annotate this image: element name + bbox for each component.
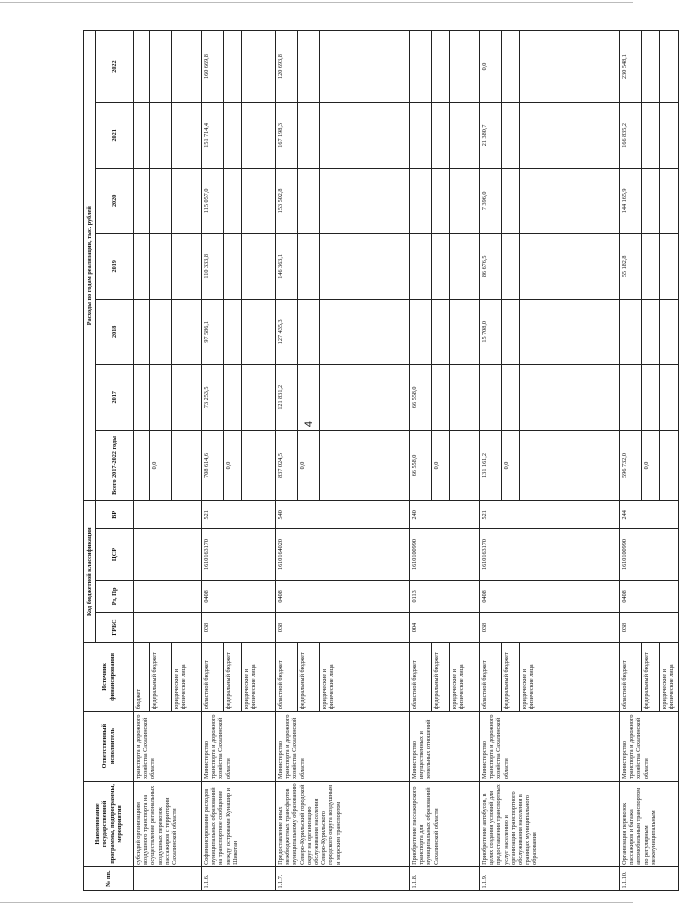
header-csr: ЦСР xyxy=(96,529,134,581)
row-source: федеральный бюджет xyxy=(432,643,450,712)
row-total xyxy=(450,430,480,501)
row-source: федеральный бюджет xyxy=(224,643,242,712)
row-total: 131 161,2 xyxy=(480,430,502,501)
header-2020: 2020 xyxy=(96,168,134,233)
row-total xyxy=(520,430,620,501)
row-y2019 xyxy=(172,234,202,299)
row-y2021 xyxy=(242,103,276,168)
row-executor: Министерство транспорта и дорожного хозяйства Сахалинской области xyxy=(480,711,620,781)
page-number: 4 xyxy=(303,420,316,428)
row-y2018 xyxy=(320,299,410,364)
row-number: 1.1.9. xyxy=(480,867,620,891)
row-y2020 xyxy=(642,168,660,233)
row-total xyxy=(242,430,276,501)
row-y2021 xyxy=(432,103,450,168)
row-y2017 xyxy=(520,365,620,430)
row-grbs: 038 xyxy=(480,613,620,643)
row-y2018 xyxy=(410,299,432,364)
header-group-codes: Код бюджетной классификации xyxy=(84,501,96,643)
row-total: 0,0 xyxy=(642,430,660,501)
row-y2021 xyxy=(298,103,320,168)
row-y2021 xyxy=(150,103,172,168)
row-total: 0,0 xyxy=(224,430,242,501)
header-no: № пп. xyxy=(84,867,134,891)
row-source: юридические и физические лица xyxy=(660,643,679,712)
row-y2022 xyxy=(660,31,679,103)
row-y2021 xyxy=(134,103,150,168)
row-y2018: 97 586,1 xyxy=(202,299,224,364)
row-source: федеральный бюджет xyxy=(298,643,320,712)
row-y2017 xyxy=(480,365,502,430)
row-source: юридические и физические лица xyxy=(520,643,620,712)
row-source: областной бюджет xyxy=(276,643,298,712)
row-csr: 1610163170 xyxy=(480,529,620,581)
row-name: Организация перевозок пассажиров и багажа автомобильным транспортом по регулярным межмуниципальным xyxy=(620,781,679,867)
row-y2022 xyxy=(502,31,520,103)
row-y2022 xyxy=(642,31,660,103)
row-y2019: 146 363,1 xyxy=(276,234,298,299)
row-csr: 1610163170 xyxy=(202,529,276,581)
row-y2018: 15 708,0 xyxy=(480,299,502,364)
row-total: 0,0 xyxy=(298,430,320,501)
row-y2018 xyxy=(432,299,450,364)
row-y2021 xyxy=(410,103,432,168)
row-y2020: 115 057,0 xyxy=(202,168,224,233)
row-y2017 xyxy=(320,365,410,430)
row-y2022: 0,0 xyxy=(480,31,502,103)
row-y2021 xyxy=(172,103,202,168)
row-y2021: 151 714,4 xyxy=(202,103,224,168)
row-vr: 521 xyxy=(202,501,276,529)
row-y2021 xyxy=(642,103,660,168)
row-y2019 xyxy=(134,234,150,299)
row-y2017 xyxy=(298,365,320,430)
row-y2020 xyxy=(502,168,520,233)
row-y2019: 86 676,5 xyxy=(480,234,502,299)
row-number: 1.1.6. xyxy=(202,867,276,891)
row-y2021 xyxy=(502,103,520,168)
row-name: Софинансирование расходов муниципальных образований на транспортное сообщение между островами Кунашир и Шикотан xyxy=(202,781,276,867)
row-y2017 xyxy=(432,365,450,430)
row-y2022 xyxy=(172,31,202,103)
header-2018: 2018 xyxy=(96,299,134,364)
row-y2022 xyxy=(450,31,480,103)
row-y2020 xyxy=(134,168,150,233)
row-y2022 xyxy=(432,31,450,103)
row-y2017: 121 831,2 xyxy=(276,365,298,430)
row-y2018 xyxy=(660,299,679,364)
row-vr: 240 xyxy=(410,501,480,529)
row-grbs: 004 xyxy=(410,613,480,643)
row-executor: Министерство транспорта и дорожного хозяйства Сахалинской области xyxy=(276,711,410,781)
row-rzpr: 0408 xyxy=(202,580,276,612)
table-row xyxy=(202,31,224,891)
row-number: 1.1.8. xyxy=(410,867,480,891)
row-vr: 244 xyxy=(620,501,679,529)
row-y2020 xyxy=(660,168,679,233)
row-y2022 xyxy=(242,31,276,103)
row-rzpr: 0408 xyxy=(480,580,620,612)
row-y2021 xyxy=(224,103,242,168)
row-y2020 xyxy=(172,168,202,233)
header-2021: 2021 xyxy=(96,103,134,168)
row-y2020 xyxy=(432,168,450,233)
row-y2017: 73 253,5 xyxy=(202,365,224,430)
table-row xyxy=(276,31,298,891)
header-rzpr: Рз, Пр xyxy=(96,580,134,612)
row-y2021 xyxy=(320,103,410,168)
row-y2019 xyxy=(642,234,660,299)
row-y2018 xyxy=(224,299,242,364)
row-grbs xyxy=(134,613,202,643)
row-y2017 xyxy=(620,365,642,430)
row-y2022: 230 548,1 xyxy=(620,31,642,103)
row-name: Приобретение автобусов, в целях создания условий для предоставления транспортных услуг населению и организации транспортного обслуживания населения в границах муниципального образования xyxy=(480,781,620,867)
row-y2018 xyxy=(502,299,520,364)
row-y2022: 120 693,8 xyxy=(276,31,298,103)
row-y2020: 153 502,8 xyxy=(276,168,298,233)
row-total: 596 732,0 xyxy=(620,430,642,501)
row-y2021: 166 835,2 xyxy=(620,103,642,168)
row-total: 708 614,6 xyxy=(202,430,224,501)
header-2022: 2022 xyxy=(96,31,134,103)
row-source: областной бюджет xyxy=(480,643,502,712)
row-y2017: 66 558,0 xyxy=(410,365,432,430)
row-y2019 xyxy=(660,234,679,299)
row-rzpr xyxy=(134,580,202,612)
row-y2019: 55 182,8 xyxy=(620,234,642,299)
header-group-expenses: Расходы по годам реализации, тыс. рублей xyxy=(84,31,96,501)
row-executor: Министерство имущественных и земельных отношений xyxy=(410,711,480,781)
row-y2020 xyxy=(150,168,172,233)
row-y2017 xyxy=(150,365,172,430)
row-name: субсидий организациям воздушного транспорта на осуществление региональных воздушных перевозок пассажиров с территории Сахалинской области xyxy=(134,781,202,867)
row-total xyxy=(660,430,679,501)
row-y2019 xyxy=(410,234,432,299)
row-y2018 xyxy=(450,299,480,364)
row-rzpr: 0408 xyxy=(276,580,410,612)
row-name: Предоставление иных межбюджетных трансфертов муниципальному образованию Северо-Курильский городской округ на организацию обслуживания населения Северо-Курильского городского округа воздушным и морским транспортом xyxy=(276,781,410,867)
table-body xyxy=(134,31,679,891)
row-source: бюджет xyxy=(134,643,150,712)
row-source: юридические и физические лица xyxy=(450,643,480,712)
row-y2019 xyxy=(520,234,620,299)
row-y2021: 21 380,7 xyxy=(480,103,502,168)
table-row xyxy=(480,31,502,891)
row-source: областной бюджет xyxy=(620,643,642,712)
row-y2021 xyxy=(660,103,679,168)
row-y2018 xyxy=(150,299,172,364)
header-total: Всего 2017-2022 годы xyxy=(96,430,134,501)
row-y2019 xyxy=(242,234,276,299)
header-grbs: ГРБС xyxy=(96,613,134,643)
row-y2020 xyxy=(520,168,620,233)
row-y2018: 127 435,3 xyxy=(276,299,298,364)
row-number xyxy=(134,867,202,891)
row-total: 0,0 xyxy=(432,430,450,501)
row-y2022: 160 669,8 xyxy=(202,31,224,103)
row-y2018 xyxy=(520,299,620,364)
row-y2020 xyxy=(410,168,432,233)
row-y2018 xyxy=(242,299,276,364)
row-source: юридические и физические лица xyxy=(320,643,410,712)
row-y2021: 167 198,3 xyxy=(276,103,298,168)
header-2017: 2017 xyxy=(96,365,134,430)
row-number: 1.1.7. xyxy=(276,867,410,891)
row-y2018 xyxy=(620,299,642,364)
row-y2020 xyxy=(298,168,320,233)
row-y2018 xyxy=(298,299,320,364)
row-total xyxy=(134,430,150,501)
row-executor: Министерство транспорта и дорожного хозяйства Сахалинской области xyxy=(620,711,679,781)
row-executor: транспорта и дорожного хозяйства Сахалинской области xyxy=(134,711,202,781)
rotated-table-wrapper xyxy=(83,30,676,891)
header-executor: Ответственный исполнитель xyxy=(84,711,134,781)
row-y2018 xyxy=(134,299,150,364)
row-y2022 xyxy=(150,31,172,103)
row-y2017 xyxy=(224,365,242,430)
row-y2018 xyxy=(642,299,660,364)
row-y2017 xyxy=(450,365,480,430)
row-rzpr: 0408 xyxy=(620,580,679,612)
row-y2020 xyxy=(224,168,242,233)
header-source: Источник финансирования xyxy=(84,643,134,712)
scan-edge-bottom xyxy=(0,902,633,903)
table-row xyxy=(134,31,150,891)
row-vr: 540 xyxy=(276,501,410,529)
row-grbs: 038 xyxy=(276,613,410,643)
row-total xyxy=(172,430,202,501)
row-y2021 xyxy=(450,103,480,168)
row-total: 0,0 xyxy=(150,430,172,501)
row-total: 66 558,0 xyxy=(410,430,432,501)
row-total: 837 024,5 xyxy=(276,430,298,501)
row-y2017 xyxy=(660,365,679,430)
table-row xyxy=(410,31,432,891)
row-csr xyxy=(134,529,202,581)
row-source: федеральный бюджет xyxy=(642,643,660,712)
row-y2020 xyxy=(450,168,480,233)
row-total: 0,0 xyxy=(502,430,520,501)
row-y2022 xyxy=(134,31,150,103)
row-y2022 xyxy=(320,31,410,103)
header-vr: ВР xyxy=(96,501,134,529)
row-csr: 1610100990 xyxy=(620,529,679,581)
row-source: областной бюджет xyxy=(410,643,432,712)
row-y2022 xyxy=(520,31,620,103)
row-y2018 xyxy=(172,299,202,364)
row-y2017 xyxy=(502,365,520,430)
header-2019: 2019 xyxy=(96,234,134,299)
row-y2019 xyxy=(432,234,450,299)
row-y2020 xyxy=(320,168,410,233)
row-y2019 xyxy=(450,234,480,299)
row-y2022 xyxy=(224,31,242,103)
row-y2019 xyxy=(224,234,242,299)
row-vr: 521 xyxy=(480,501,620,529)
row-y2021 xyxy=(520,103,620,168)
header-name: Наименование государственной программы, подпрограммы, мероприятия xyxy=(84,781,134,867)
row-y2020 xyxy=(242,168,276,233)
table-row xyxy=(620,31,642,891)
row-y2019 xyxy=(502,234,520,299)
row-y2017 xyxy=(242,365,276,430)
row-source: федеральный бюджет xyxy=(502,643,520,712)
row-name: Приобретение пассажирского транспорта для муниципальных образований Сахалинской области xyxy=(410,781,480,867)
row-y2020: 7 396,0 xyxy=(480,168,502,233)
row-source: областной бюджет xyxy=(202,643,224,712)
row-y2019 xyxy=(320,234,410,299)
row-grbs: 038 xyxy=(202,613,276,643)
row-number: 1.1.10. xyxy=(620,867,679,891)
row-csr: 1610164020 xyxy=(276,529,410,581)
row-rzpr: 0113 xyxy=(410,580,480,612)
row-y2019: 110 333,8 xyxy=(202,234,224,299)
row-y2017 xyxy=(642,365,660,430)
row-y2019 xyxy=(150,234,172,299)
row-y2022 xyxy=(298,31,320,103)
row-y2017 xyxy=(172,365,202,430)
row-source: юридические и физические лица xyxy=(242,643,276,712)
row-y2022 xyxy=(410,31,432,103)
budget-table xyxy=(83,30,679,891)
row-executor: Министерство транспорта и дорожного хозяйства Сахалинской области xyxy=(202,711,276,781)
scan-edge-top xyxy=(0,2,633,3)
row-source: юридические и физические лица xyxy=(172,643,202,712)
row-vr xyxy=(134,501,202,529)
row-y2020: 144 165,9 xyxy=(620,168,642,233)
row-y2019 xyxy=(298,234,320,299)
row-grbs: 038 xyxy=(620,613,679,643)
row-y2017 xyxy=(134,365,150,430)
row-csr: 1610100990 xyxy=(410,529,480,581)
row-total xyxy=(320,430,410,501)
row-source: федеральный бюджет xyxy=(150,643,172,712)
